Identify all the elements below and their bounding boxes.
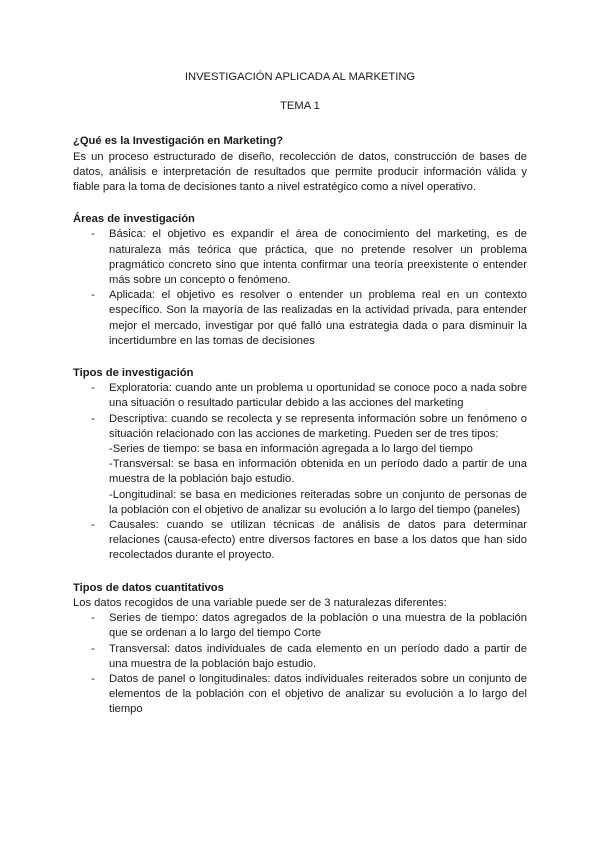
bullet-marker: -	[91, 519, 95, 532]
section-definition	[73, 134, 527, 195]
bullet-marker: -	[91, 289, 95, 302]
list-item	[91, 412, 527, 518]
list-item	[91, 227, 527, 288]
list-item	[91, 518, 527, 564]
subtype-line: -Series de tiempo: se basa en información agregada a lo largo del tiempo	[109, 443, 473, 456]
bullet-marker: -	[91, 672, 95, 685]
section-paragraph: Es un proceso estructurado de diseño, recolección de datos, construcción de bases de datos, análisis e interpretación de resultados que permite producir información válida y fiable para la toma de decisiones tanto a nivel estratégico como a nivel operativo.	[73, 150, 527, 194]
bullet-marker: -	[91, 382, 95, 395]
list-item	[91, 672, 527, 718]
list-item-text: Exploratoria: cuando ante un problema u oportunidad se conoce poco a nada sobre una situación o resultado particular debido a las acciones del marketing	[109, 382, 527, 410]
list-item	[91, 288, 527, 349]
bullet-marker: -	[91, 228, 95, 241]
list-item	[91, 381, 527, 411]
document-title: INVESTIGACIÓN APLICADA AL MARKETING	[184, 71, 416, 83]
bullet-marker: -	[91, 612, 95, 625]
bullet-list	[73, 227, 527, 349]
list-item-text: Datos de panel o longitudinales: datos individuales reiterados sobre un conjunto de elementos de la población con el objetivo de analizar su evolución a lo largo del tiempo	[109, 672, 527, 716]
section-heading: Áreas de investigación	[73, 213, 195, 226]
subtype-line: -Transversal: se basa en información obtenida en un período dado a partir de una muestra de la población bajo estudio.	[109, 458, 527, 486]
bullet-list	[73, 381, 527, 563]
list-item-text: Básica: el objetivo es expandir el área de conocimiento del marketing, es de naturaleza más teórica que práctica, que no pretende resolver un problema pragmático concreto sino que intenta confirmar una teoría preexistente o entender más sobre un concepto o fenómeno.	[109, 228, 527, 287]
subtype-line: -Longitudinal: se basa en mediciones reiteradas sobre un conjunto de personas de la población con el objetivo de analizar su evolución a lo largo del tiempo (paneles)	[109, 488, 527, 516]
section-research-areas	[73, 212, 527, 349]
section-heading: Tipos de datos cuantitativos	[73, 581, 224, 594]
list-item	[91, 611, 527, 641]
bullet-marker: -	[91, 412, 95, 425]
bullet-marker: -	[91, 642, 95, 655]
section-heading: ¿Qué es la Investigación en Marketing?	[73, 135, 284, 148]
list-item-text: Transversal: datos individuales de cada elemento en un período dado a partir de una muestra de la población bajo estudio.	[109, 642, 527, 670]
list-item-text: Causales: cuando se utilizan técnicas de análisis de datos para determinar relaciones (causa-efecto) entre diversos factores en base a los datos que han sido recolectados durante el proyecto.	[109, 519, 527, 562]
section-research-types	[73, 366, 527, 564]
list-item-text: Series de tiempo: datos agregados de la población o una muestra de la población que se ordenan a lo largo del tiempo Corte	[109, 612, 527, 640]
list-item-text: Aplicada: el objetivo es resolver o entender un problema real en un contexto específico. Son la mayoría de las realizadas en la actividad privada, para entender mejor el mercado, investigar por qué falló una estrategia dada o para disminuir la incertidumbre en las tomas de decisiones	[109, 289, 527, 347]
section-quantitative-data	[73, 581, 527, 718]
list-item-text: Descriptiva: cuando se recolecta y se representa información sobre un fenómeno o situación relacionado con las acciones de marketing. Pueden ser de tres tipos:	[109, 412, 527, 440]
document-subtitle: TEMA 1	[280, 100, 320, 113]
section-paragraph: Los datos recogidos de una variable puede ser de 3 naturalezas diferentes:	[73, 596, 447, 609]
bullet-list	[73, 611, 527, 717]
section-heading: Tipos de investigación	[73, 367, 194, 380]
list-item	[91, 642, 527, 672]
